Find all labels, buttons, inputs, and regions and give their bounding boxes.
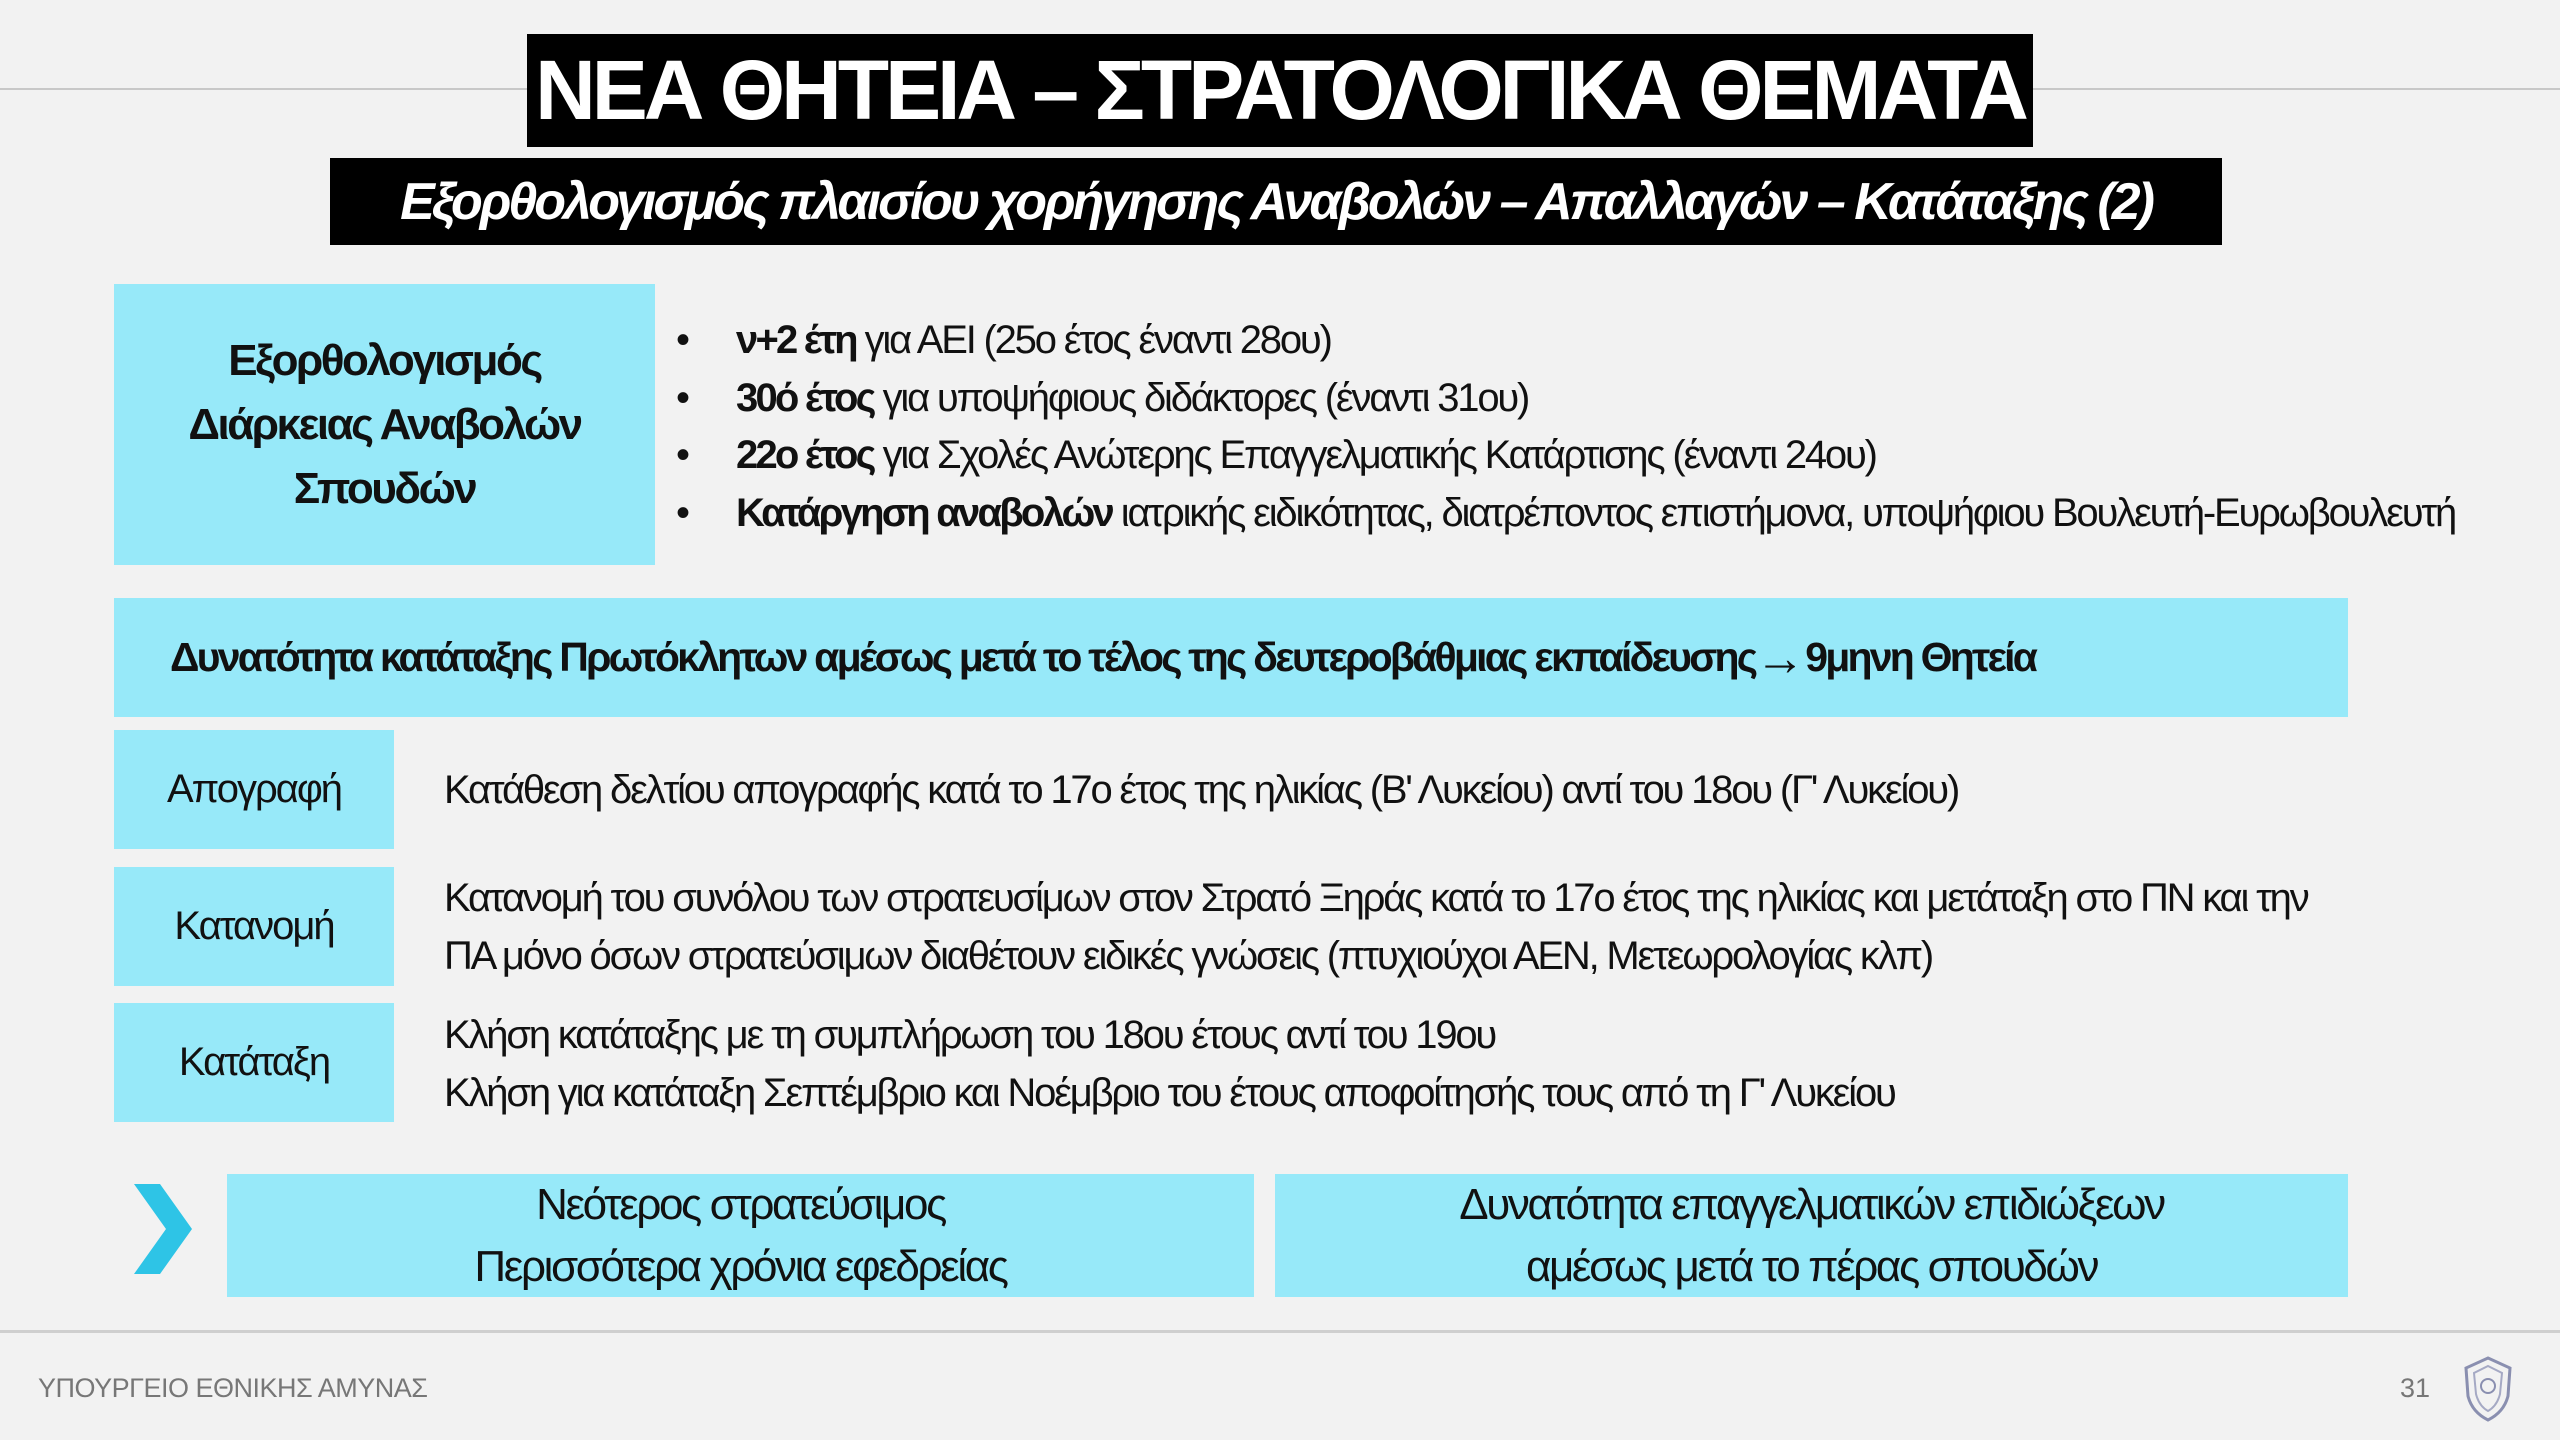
bullet-text: για Σχολές Ανώτερης Επαγγελματικής Κατάρτισης (έναντι 24ου) (873, 433, 1876, 477)
benefit-box-career (1275, 1174, 2348, 1297)
benefit-line: Δυνατότητα επαγγελματικών επιδιώξεων (1459, 1179, 2164, 1229)
row-label-enlistment: Κατάταξη (114, 1003, 394, 1122)
row-line: Κλήση κατάταξης με τη συμπλήρωση του 18ου έτους αντί του 19ου (444, 1013, 1496, 1057)
page-number: 31 (2400, 1373, 2431, 1403)
row-description-allocation (444, 869, 2308, 985)
benefit-box-younger (227, 1174, 1254, 1297)
row-line: Κατανομή του συνόλου των στρατευσίμων στον Στρατό Ξηράς κατά το 17ο έτος της ηλικίας και μετάταξη στο ΠΝ και την (444, 876, 2308, 920)
deferrals-heading-line: Εξορθολογισμός (228, 335, 541, 385)
row-line: Κλήση για κατάταξη Σεπτέμβριο και Νοέμβριο του έτους αποφοίτησής τους από τη Γ' Λυκείου (444, 1071, 1895, 1115)
benefit-line: αμέσως μετά το πέρας σπουδών (1525, 1241, 2098, 1291)
bullet-text: για υποψήφιους διδάκτορες (έναντι 31ου) (873, 375, 1529, 420)
row-description-census (444, 761, 1958, 819)
deferrals-heading-line: Διάρκειας Αναβολών (188, 399, 581, 449)
ministry-emblem-icon (2462, 1356, 2514, 1422)
benefit-line: Νεότερος στρατεύσιμος (536, 1179, 945, 1229)
benefit-line: Περισσότερα χρόνια εφεδρείας (474, 1241, 1007, 1291)
banner-result: 9μηνη Θητεία (1805, 634, 2036, 680)
bullet-item (676, 312, 2455, 370)
deferrals-heading-box (114, 284, 655, 565)
slide-subtitle: Εξορθολογισμός πλαισίου χορήγησης Αναβολών – Απαλλαγών – Κατάταξης (2) (330, 158, 2222, 245)
banner-text: Δυνατότητα κατάταξης Πρωτόκλητων αμέσως μετά το τέλος της δευτεροβάθμιας εκπαίδευσης (170, 634, 1756, 680)
row-line: Κατάθεση δελτίου απογραφής κατά το 17ο έτος της ηλικίας (Β' Λυκείου) αντί του 18ου (Γ' Λυκείου) (444, 768, 1959, 812)
bullet-bold: 22ο έτος (736, 433, 874, 477)
footer-rule (0, 1330, 2560, 1333)
bullet-text: ιατρικής ειδικότητας, διατρέποντος επιστήμονα, υποψήφιου Βουλευτή-Ευρωβουλευτή (1111, 490, 2456, 535)
bullet-item (676, 427, 2455, 485)
slide-title: ΝΕΑ ΘΗΤΕΙΑ – ΣΤΡΑΤΟΛΟΓΙΚΑ ΘΕΜΑΤΑ (527, 34, 2033, 147)
bullet-item (676, 370, 2455, 428)
deferrals-heading-line: Σπουδών (293, 463, 476, 513)
enlistment-banner (114, 598, 2348, 717)
deferrals-bullet-list (676, 312, 2455, 542)
bullet-bold: 30ό έτος (736, 375, 874, 420)
footer-organization: ΥΠΟΥΡΓΕΙΟ ΕΘΝΙΚΗΣ ΑΜΥΝΑΣ (38, 1373, 428, 1403)
bullet-text: για ΑΕΙ (25ο έτος έναντι 28ου) (855, 318, 1331, 362)
chevron-right-icon (134, 1184, 192, 1274)
bullet-bold: Κατάργηση αναβολών (736, 490, 1112, 535)
bullet-bold: ν+2 έτη (736, 318, 856, 362)
row-line: ΠΑ μόνο όσων στρατεύσιμων διαθέτουν ειδικές γνώσεις (πτυχιούχοι ΑΕΝ, Μετεωρολογίας κλπ) (444, 934, 1933, 978)
bullet-item (676, 485, 2455, 543)
row-label-census: Απογραφή (114, 730, 394, 849)
row-label-allocation: Κατανομή (114, 867, 394, 986)
arrow-right-icon: → (1755, 629, 1806, 686)
row-description-enlistment (444, 1006, 1895, 1122)
